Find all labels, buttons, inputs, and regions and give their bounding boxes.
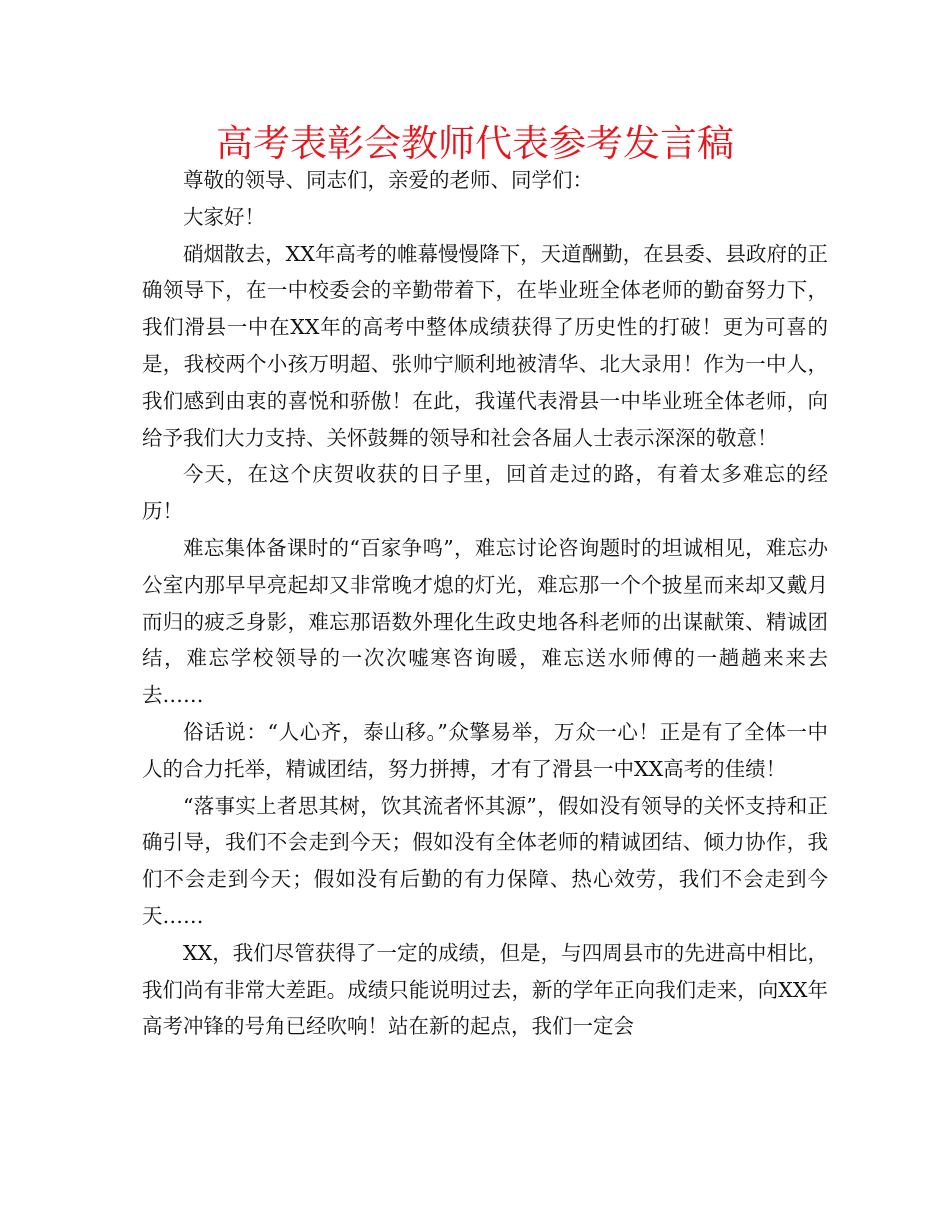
body-paragraph: 硝烟散去，XX年高考的帷幕慢慢降下，天道酬勤，在县委、县政府的正确领导下，在一中校委会的辛勤带着下，在毕业班全体老师的勤奋努力下，我们滑县一中在XX年的高考中整体成绩获得了历史性的打破！更为可喜的是，我校两个小孩万明超、张帅宁顺利地被清华、北大录用！作为一中人，我们感到由衷的喜悦和骄傲！在此，我谨代表滑县一中毕业班全体老师，向给予我们大力支持、关怀鼓舞的领导和社会各届人士表示深深的敬意！ xyxy=(142,241,828,450)
body-paragraph: “落事实上者思其树，饮其流者怀其源”，假如没有领导的关怀支持和正确引导，我们不会走到今天；假如没有全体老师的精诚团结、倾力协作，我们不会走到今天；假如没有后勤的有力保障、热心效劳，我们不会走到今天…… xyxy=(142,793,828,928)
body-paragraph: XX，我们尽管获得了一定的成绩，但是，与四周县市的先进高中相比，我们尚有非常大差距。成绩只能说明过去，新的学年正向我们走来，向XX年高考冲锋的号角已经吹响！站在新的起点，我们一定会 xyxy=(142,940,828,1039)
document-title: 高考表彰会教师代表参考发言稿 xyxy=(216,122,734,165)
body-paragraph: 俗话说：“人心齐，泰山移。”众擎易举，万众一心！正是有了全体一中人的合力托举，精诚团结，努力拼搏，才有了滑县一中XX高考的佳绩！ xyxy=(142,719,828,781)
greeting: 大家好！ xyxy=(183,204,265,229)
document-body xyxy=(142,162,828,1045)
body-paragraph: 今天，在这个庆贺收获的日子里，回首走过的路，有着太多难忘的经历！ xyxy=(142,462,828,524)
salutation: 尊敬的领导、同志们，亲爱的老师、同学们： xyxy=(183,168,593,192)
body-paragraph: 难忘集体备课时的“百家争鸣”，难忘讨论咨询题时的坦诚相见，难忘办公室内那早早亮起却又非常晚才熄的灯光，难忘那一个个披星而来却又戴月而归的疲乏身影，难忘那语数外理化生政史地各科老师的出谋献策、精诚团结，难忘学校领导的一次次嘘寒咨询暖，难忘送水师傅的一趟趟来来去去…… xyxy=(142,535,828,708)
